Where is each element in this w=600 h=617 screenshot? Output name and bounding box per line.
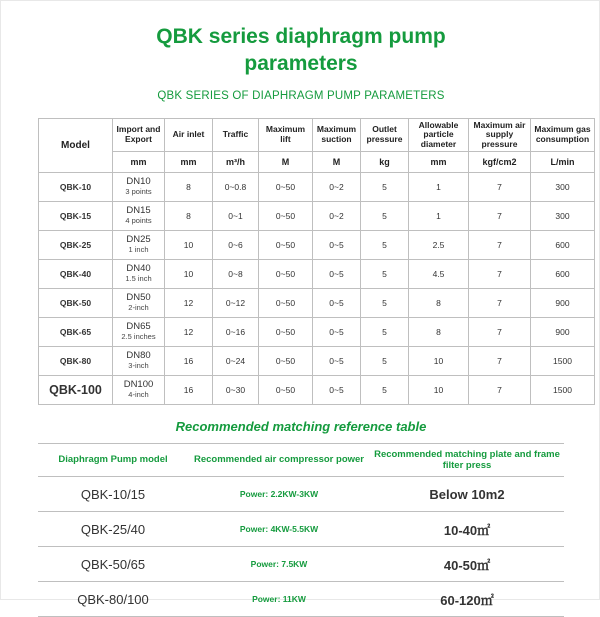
port-main-value: DN80 (126, 350, 151, 362)
header-row-labels (39, 118, 595, 152)
cell-traffic: 0~6 (213, 231, 259, 260)
cell-maximum-lift: 0~50 (259, 231, 313, 260)
header-row-units (39, 152, 595, 173)
cell-air-supply-pressure: 7 (469, 376, 531, 405)
cell-model: QBK-80 (39, 347, 113, 376)
rec-cell-power: Power: 4KW-5.5KW (188, 512, 370, 547)
cell-air-inlet: 8 (165, 202, 213, 231)
cell-particle-diameter: 4.5 (409, 260, 469, 289)
cell-traffic: 0~1 (213, 202, 259, 231)
port-main-value: DN25 (126, 234, 151, 246)
port-main-value: DN15 (126, 205, 151, 217)
cell-outlet-pressure: 5 (361, 173, 409, 202)
cell-maximum-suction: 0~5 (313, 231, 361, 260)
cell-outlet-pressure: 5 (361, 347, 409, 376)
cell-gas-consumption: 600 (531, 231, 595, 260)
recommended-table-title: Recommended matching reference table (175, 419, 427, 435)
cell-model: QBK-40 (39, 260, 113, 289)
rec-cell-plate: 40-50㎡ (370, 547, 564, 582)
table-row (39, 260, 595, 289)
cell-model: QBK-100 (39, 376, 113, 405)
col-header-traffic: Traffic (213, 118, 259, 152)
col-unit-maximum-lift: M (259, 152, 313, 173)
port-sub-value: 4 points (125, 216, 152, 226)
rec-cell-power: Power: 2.2KW-3KW (188, 477, 370, 512)
cell-model: QBK-65 (39, 318, 113, 347)
cell-air-inlet: 10 (165, 260, 213, 289)
cell-maximum-suction: 0~2 (313, 173, 361, 202)
table-row (39, 347, 595, 376)
cell-gas-consumption: 900 (531, 318, 595, 347)
header-row (38, 444, 564, 477)
cell-import-export (113, 289, 165, 318)
cell-traffic: 0~12 (213, 289, 259, 318)
cell-outlet-pressure: 5 (361, 202, 409, 231)
cell-air-inlet: 12 (165, 318, 213, 347)
cell-maximum-suction: 0~5 (313, 347, 361, 376)
cell-maximum-lift: 0~50 (259, 318, 313, 347)
recommended-table-wrapper (38, 443, 564, 617)
rec-cell-plate: 60-120㎡ (370, 582, 564, 617)
cell-gas-consumption: 300 (531, 173, 595, 202)
col-unit-traffic: m³/h (213, 152, 259, 173)
table-row (39, 289, 595, 318)
cell-gas-consumption: 1500 (531, 347, 595, 376)
col-header-maximum-gas-consumption: Maximum gas consumption (531, 118, 595, 152)
col-header-model: Model (39, 118, 113, 173)
col-unit-outlet-pressure: kg (361, 152, 409, 173)
port-sub-value: 4-inch (128, 390, 149, 400)
cell-import-export (113, 231, 165, 260)
cell-particle-diameter: 1 (409, 173, 469, 202)
cell-air-supply-pressure: 7 (469, 347, 531, 376)
cell-outlet-pressure: 5 (361, 376, 409, 405)
rec-cell-model: QBK-50/65 (38, 547, 188, 582)
cell-import-export (113, 347, 165, 376)
cell-air-supply-pressure: 7 (469, 202, 531, 231)
port-sub-value: 2-inch (128, 303, 149, 313)
rec-col-header-model: Diaphragm Pump model (38, 444, 188, 477)
rec-col-header-compressor-power: Recommended air compressor power (188, 444, 370, 477)
rec-cell-power: Power: 7.5KW (188, 547, 370, 582)
table-row (38, 512, 564, 547)
port-sub-value: 2.5 inches (121, 332, 156, 342)
spec-table-wrapper (38, 118, 591, 406)
cell-model: QBK-25 (39, 231, 113, 260)
cell-particle-diameter: 10 (409, 347, 469, 376)
cell-gas-consumption: 1500 (531, 376, 595, 405)
port-main-value: DN50 (126, 292, 151, 304)
rec-cell-plate: Below 10m2 (370, 477, 564, 512)
port-main-value: DN65 (126, 321, 151, 333)
cell-import-export (113, 202, 165, 231)
cell-traffic: 0~8 (213, 260, 259, 289)
cell-maximum-suction: 0~5 (313, 376, 361, 405)
table-row (38, 477, 564, 512)
cell-model: QBK-50 (39, 289, 113, 318)
cell-traffic: 0~16 (213, 318, 259, 347)
cell-model: QBK-15 (39, 202, 113, 231)
rec-cell-model: QBK-25/40 (38, 512, 188, 547)
port-main-value: DN40 (126, 263, 151, 275)
cell-air-supply-pressure: 7 (469, 260, 531, 289)
cell-maximum-suction: 0~5 (313, 260, 361, 289)
table-row (39, 376, 595, 405)
cell-maximum-lift: 0~50 (259, 173, 313, 202)
cell-traffic: 0~30 (213, 376, 259, 405)
col-header-maximum-suction: Maximum suction (313, 118, 361, 152)
cell-air-inlet: 12 (165, 289, 213, 318)
cell-particle-diameter: 10 (409, 376, 469, 405)
table-row (39, 202, 595, 231)
cell-air-inlet: 8 (165, 173, 213, 202)
rec-col-header-filter-press: Recommended matching plate and frame filter press (370, 444, 564, 477)
cell-import-export (113, 318, 165, 347)
page-subtitle: QBK SERIES OF DIAPHRAGM PUMP PARAMETERS (157, 89, 445, 102)
page-title: QBK series diaphragm pump parameters (156, 25, 446, 76)
cell-maximum-lift: 0~50 (259, 347, 313, 376)
rec-cell-model: QBK-10/15 (38, 477, 188, 512)
cell-maximum-lift: 0~50 (259, 376, 313, 405)
rec-cell-model: QBK-80/100 (38, 582, 188, 617)
col-unit-air-inlet: mm (165, 152, 213, 173)
cell-maximum-suction: 0~5 (313, 289, 361, 318)
rec-cell-power: Power: 11KW (188, 582, 370, 617)
cell-maximum-lift: 0~50 (259, 289, 313, 318)
col-header-air-inlet: Air inlet (165, 118, 213, 152)
col-header-import-export: Import and Export (113, 118, 165, 152)
cell-import-export (113, 260, 165, 289)
spec-table-body (39, 173, 595, 405)
table-row (39, 318, 595, 347)
cell-particle-diameter: 8 (409, 318, 469, 347)
cell-air-inlet: 16 (165, 376, 213, 405)
cell-air-supply-pressure: 7 (469, 173, 531, 202)
recommended-table-head (38, 444, 564, 477)
port-main-value: DN100 (123, 379, 154, 391)
col-header-allowable-particle-diameter: Allowable particle diameter (409, 118, 469, 152)
document-page (1, 1, 600, 608)
cell-outlet-pressure: 5 (361, 231, 409, 260)
port-sub-value: 3-inch (128, 361, 149, 371)
rec-cell-plate: 10-40㎡ (370, 512, 564, 547)
table-row (38, 582, 564, 617)
col-unit-import-export: mm (113, 152, 165, 173)
cell-gas-consumption: 900 (531, 289, 595, 318)
cell-outlet-pressure: 5 (361, 289, 409, 318)
recommended-table (38, 443, 564, 617)
cell-air-inlet: 16 (165, 347, 213, 376)
col-unit-maximum-suction: M (313, 152, 361, 173)
table-row (39, 173, 595, 202)
port-sub-value: 3 points (125, 187, 152, 197)
cell-air-inlet: 10 (165, 231, 213, 260)
col-header-outlet-pressure: Outlet pressure (361, 118, 409, 152)
col-unit-maximum-air-supply-pressure: kgf/cm2 (469, 152, 531, 173)
cell-maximum-suction: 0~5 (313, 318, 361, 347)
table-row (38, 547, 564, 582)
recommended-table-body (38, 477, 564, 617)
cell-gas-consumption: 300 (531, 202, 595, 231)
cell-particle-diameter: 1 (409, 202, 469, 231)
cell-particle-diameter: 2.5 (409, 231, 469, 260)
cell-import-export (113, 376, 165, 405)
col-header-maximum-lift: Maximum lift (259, 118, 313, 152)
port-sub-value: 1.5 inch (125, 274, 152, 284)
table-row (39, 231, 595, 260)
cell-air-supply-pressure: 7 (469, 289, 531, 318)
cell-maximum-lift: 0~50 (259, 260, 313, 289)
cell-traffic: 0~0.8 (213, 173, 259, 202)
port-main-value: DN10 (126, 176, 151, 188)
cell-maximum-suction: 0~2 (313, 202, 361, 231)
cell-particle-diameter: 8 (409, 289, 469, 318)
cell-maximum-lift: 0~50 (259, 202, 313, 231)
cell-gas-consumption: 600 (531, 260, 595, 289)
cell-air-supply-pressure: 7 (469, 231, 531, 260)
cell-outlet-pressure: 5 (361, 318, 409, 347)
port-sub-value: 1 inch (128, 245, 149, 255)
cell-air-supply-pressure: 7 (469, 318, 531, 347)
col-unit-maximum-gas-consumption: L/min (531, 152, 595, 173)
col-header-maximum-air-supply-pressure: Maximum air supply pressure (469, 118, 531, 152)
col-unit-allowable-particle-diameter: mm (409, 152, 469, 173)
cell-traffic: 0~24 (213, 347, 259, 376)
spec-table (38, 118, 595, 406)
cell-model: QBK-10 (39, 173, 113, 202)
cell-import-export (113, 173, 165, 202)
header (1, 1, 600, 102)
cell-outlet-pressure: 5 (361, 260, 409, 289)
spec-table-head (39, 118, 595, 173)
